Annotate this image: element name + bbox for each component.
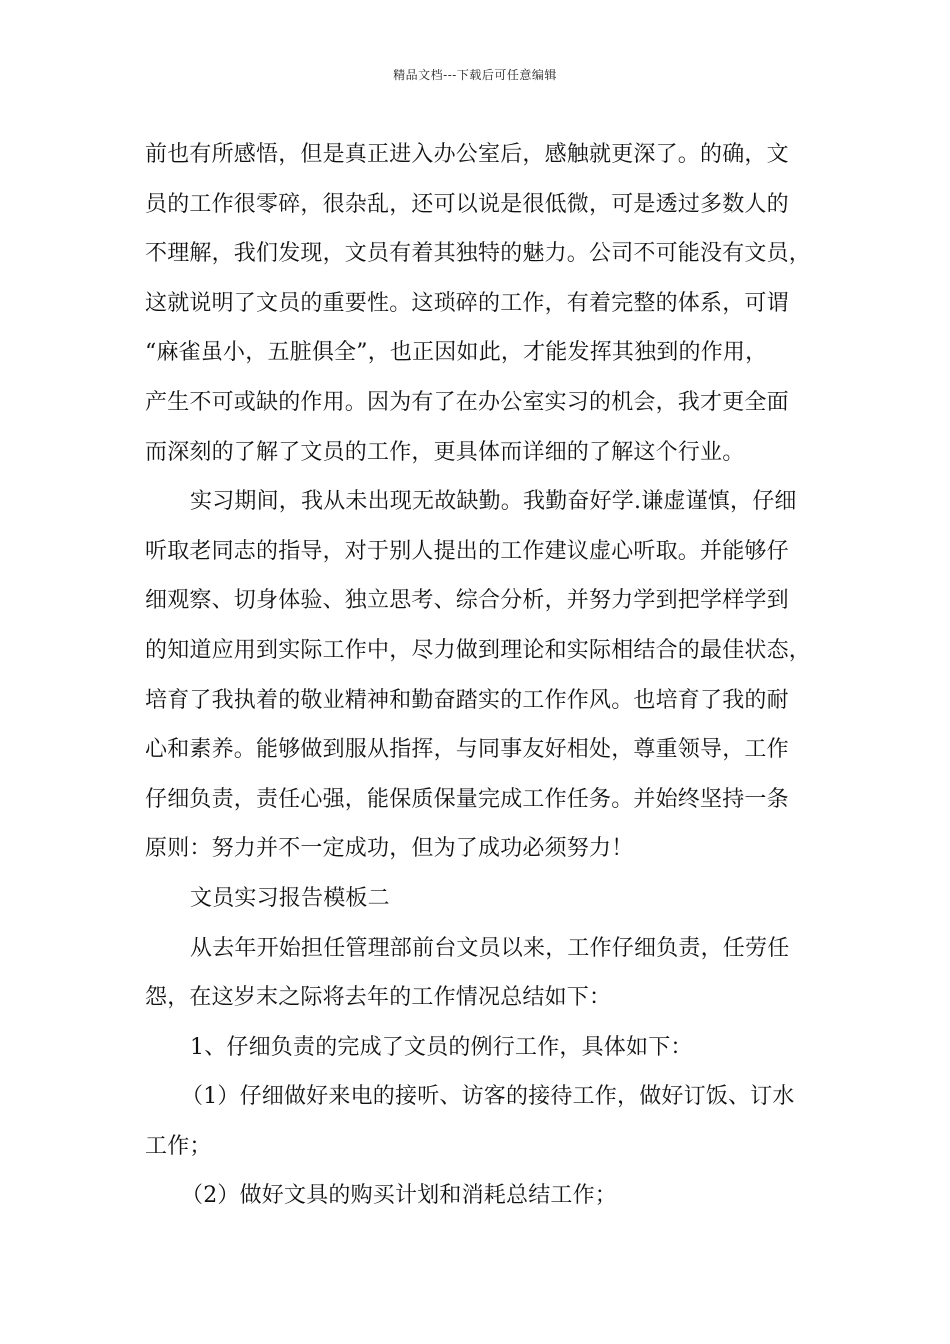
text-line: 仔细负责，责任心强，能保质保量完成工作任务。并始终坚持一条 [145, 786, 789, 812]
text-line: 心和素养。能够做到服从指挥，与同事友好相处，尊重领导，工作 [145, 737, 789, 763]
text-line: 前也有所感悟，但是真正进入办公室后，感触就更深了。的确，文 [145, 142, 789, 167]
text-line: 的知道应用到实际工作中，尽力做到理论和实际相结合的最佳状态， [145, 637, 812, 663]
sub-item-line: （2）做好文具的购买计划和消耗总结工作； [181, 1183, 617, 1209]
text-line: 这就说明了文员的重要性。这琐碎的工作，有着完整的体系，可谓 [145, 290, 789, 316]
document-body [145, 130, 825, 1221]
text-line: 而深刻的了解了文员的工作，更具体而详细的了解这个行业。 [145, 439, 745, 465]
text-line: 怨，在这岁末之际将去年的工作情况总结如下： [145, 985, 612, 1011]
text-line: 工作； [145, 1133, 212, 1159]
text-line: 不理解，我们发现，文员有着其独特的魅力。公司不可能没有文员， [145, 241, 812, 267]
text-line: 听取老同志的指导，对于别人提出的工作建议虚心听取。并能够仔 [145, 538, 789, 564]
text-line: 产生不可或缺的作用。因为有了在办公室实习的机会，我才更全面 [145, 389, 789, 415]
paragraph-start-line: 实习期间，我从未出现无故缺勤。我勤奋好学.谦虚谨慎，仔细 [190, 489, 797, 515]
sub-item-line: （1）仔细做好来电的接听、访客的接待工作，做好订饭、订水 [181, 1084, 795, 1110]
text-line: “麻雀虽小，五脏俱全”，也正因如此，才能发挥其独到的作用， [145, 340, 768, 366]
page-header: 精品文档---下载后可任意编辑 [393, 68, 557, 82]
text-line: 原则：努力并不一定成功，但为了成功必须努力！ [145, 836, 634, 862]
paragraph-start-line: 从去年开始担任管理部前台文员以来，工作仔细负责，任劳任 [190, 935, 790, 961]
list-item-line: 1、仔细负责的完成了文员的例行工作，具体如下： [190, 1034, 693, 1060]
text-line: 员的工作很零碎，很杂乱，还可以说是很低微，可是透过多数人的 [145, 191, 789, 217]
section-heading: 文员实习报告模板二 [190, 885, 390, 911]
text-line: 培育了我执着的敬业精神和勤奋踏实的工作作风。也培育了我的耐 [145, 687, 789, 713]
text-line: 细观察、切身体验、独立思考、综合分析，并努力学到把学样学到 [145, 588, 789, 614]
